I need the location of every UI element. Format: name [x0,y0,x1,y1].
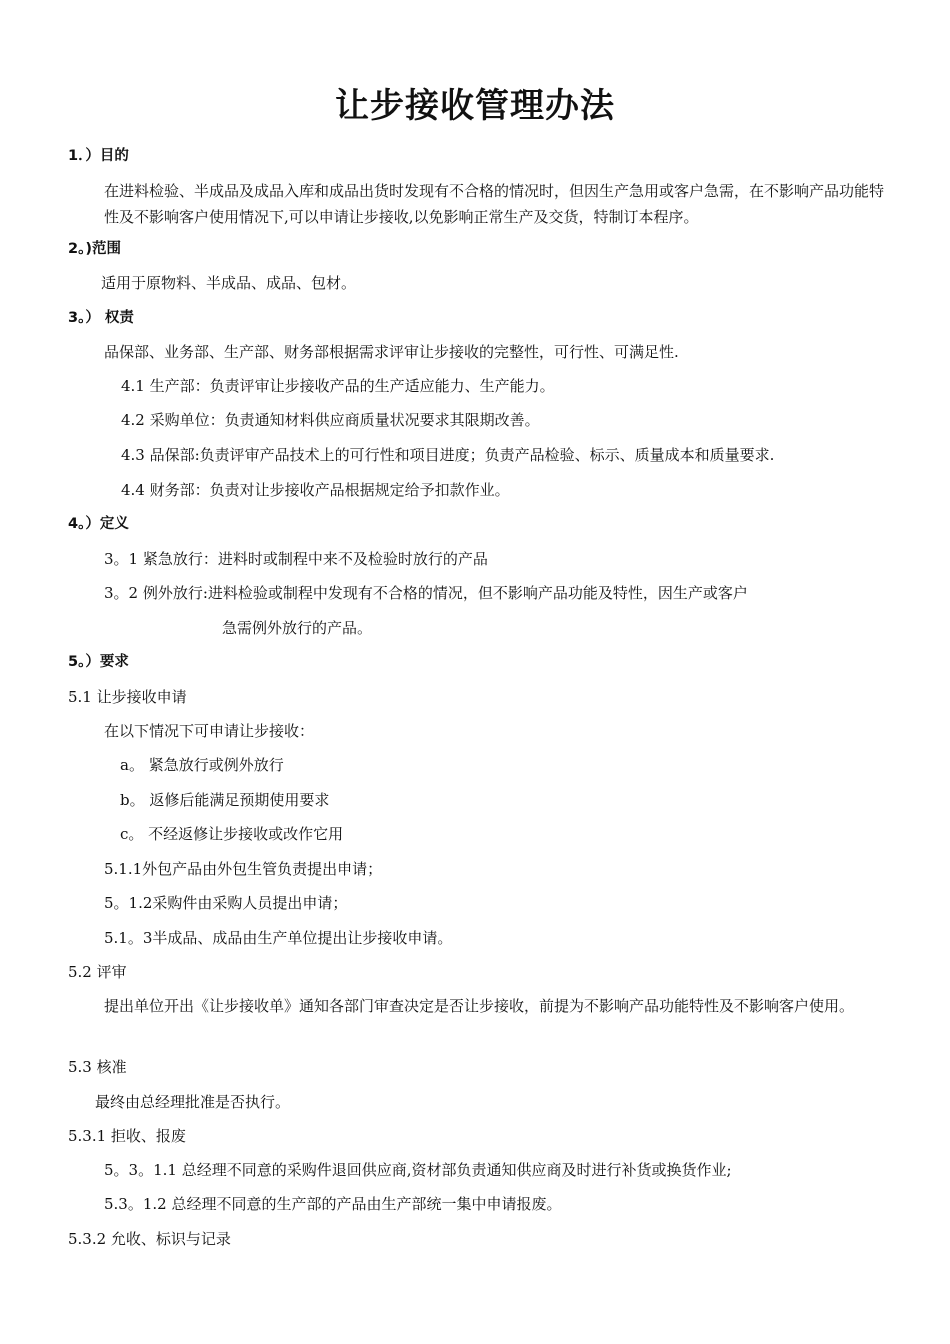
application-intro: 在以下情况下可申请让步接收： [104,722,315,740]
purpose-paragraph: 在进料检验、半成品及成品入库和成品出货时发现有不合格的情况时，但因生产急用或客户急需，在不影响产品功能特性及不影响客户使用情况下,可以申请让步接收,以免影响正常生产及交货，特制订本程序。 [104,182,885,226]
responsibility-paragraph: 品保部、业务部、生产部、财务部根据需求评审让步接收的完整性，可行性、可满足性. [104,343,679,361]
responsibility-item: 4.2 采购单位：负责通知材料供应商质量状况要求其限期改善。 [121,411,540,429]
responsibility-item: 4.3 品保部:负责评审产品技术上的可行性和项目进度；负责产品检验、标示、质量成本和质量要求. [121,446,775,464]
subsection-heading-application: 5.1 让步接收申请 [68,688,187,706]
section-heading-definition: 4。）定义 [68,516,129,532]
reject-scrap-item: 5。3。1.1 总经理不同意的采购件退回供应商,资材部负责通知供应商及时进行补货或换货作业; [104,1161,732,1179]
subsection-heading-accept-label-record: 5.3.2 允收、标识与记录 [68,1230,231,1248]
approval-paragraph: 最终由总经理批准是否执行。 [95,1093,291,1111]
application-sub-item: 5.1.1外包产品由外包生管负责提出申请； [104,860,383,878]
subsection-heading-review: 5.2 评审 [68,963,127,981]
definition-item-continuation: 急需例外放行的产品。 [222,619,373,637]
subsection-heading-approval: 5.3 核准 [68,1058,127,1076]
responsibility-item: 4.4 财务部：负责对让步接收产品根据规定给予扣款作业。 [121,481,510,499]
responsibility-item: 4.1 生产部：负责评审让步接收产品的生产适应能力、生产能力。 [121,377,555,395]
definition-item: 3。1 紧急放行：进料时或制程中来不及检验时放行的产品 [104,550,488,568]
section-heading-scope: 2。)范围 [68,241,121,257]
section-heading-purpose: 1．）目的 [68,148,129,164]
section-heading-responsibility: 3。） 权责 [68,310,134,326]
reject-scrap-item: 5.3。1.2 总经理不同意的生产部的产品由生产部统一集中申请报废。 [104,1195,562,1213]
review-paragraph: 提出单位开出《让步接收单》通知各部门审查决定是否让步接收，前提为不影响产品功能特性及不影响客户使用。 [104,997,855,1015]
application-sub-item: 5。1.2采购件由采购人员提出申请； [104,894,348,912]
scope-paragraph: 适用于原物料、半成品、成品、包材。 [101,274,357,292]
document-title: 让步接收管理办法 [335,86,615,126]
application-option: a。 紧急放行或例外放行 [120,756,284,774]
subsection-heading-reject-scrap: 5.3.1 拒收、报废 [68,1127,186,1145]
section-heading-requirements: 5。）要求 [68,654,129,670]
application-sub-item: 5.1。3半成品、成品由生产单位提出让步接收申请。 [104,929,453,947]
application-option: b。 返修后能满足预期使用要求 [120,791,330,809]
definition-item: 3。2 例外放行:进料检验或制程中发现有不合格的情况，但不影响产品功能及特性，因生产或客户 [104,584,748,602]
application-option: c。 不经返修让步接收或改作它用 [120,825,344,843]
